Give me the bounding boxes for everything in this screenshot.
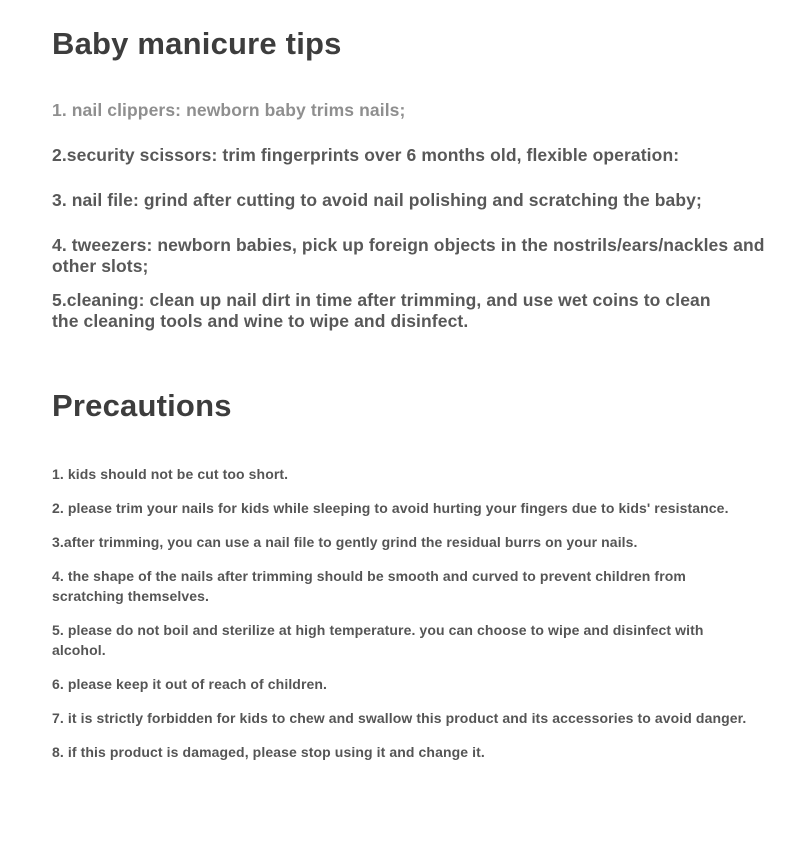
tips-list xyxy=(52,100,790,332)
precaution-item-6: 6. please keep it out of reach of children. xyxy=(52,676,328,692)
precaution-item-5: 5. please do not boil and sterilize at high temperature. you can choose to wipe and disinfect with alcohol. xyxy=(52,622,704,658)
tips-item-1: 1. nail clippers: newborn baby trims nails; xyxy=(52,100,406,120)
precautions-list xyxy=(52,464,790,762)
precaution-item-3: 3.after trimming, you can use a nail file to gently grind the residual burrs on your nails. xyxy=(52,534,638,550)
precaution-item-4: 4. the shape of the nails after trimming should be smooth and curved to prevent children from scratching themselves. xyxy=(52,568,686,604)
tips-section-title: Baby manicure tips xyxy=(52,26,342,61)
precaution-item-7: 7. it is strictly forbidden for kids to chew and swallow this product and its accessories to avoid danger. xyxy=(52,710,747,726)
tips-item-3: 3. nail file: grind after cutting to avoid nail polishing and scratching the baby; xyxy=(52,190,702,210)
precautions-section-title: Precautions xyxy=(52,388,232,423)
tips-item-5: 5.cleaning: clean up nail dirt in time after trimming, and use wet coins to clean the cleaning tools and wine to wipe and disinfect. xyxy=(52,290,711,331)
precaution-item-1: 1. kids should not be cut too short. xyxy=(52,466,289,482)
precaution-item-2: 2. please trim your nails for kids while sleeping to avoid hurting your fingers due to kids' resistance. xyxy=(52,500,729,516)
tips-item-4: 4. tweezers: newborn babies, pick up foreign objects in the nostrils/ears/nackles and other slots; xyxy=(52,235,765,276)
precaution-item-8: 8. if this product is damaged, please stop using it and change it. xyxy=(52,744,485,760)
tips-item-2: 2.security scissors: trim fingerprints over 6 months old, flexible operation: xyxy=(52,145,680,165)
